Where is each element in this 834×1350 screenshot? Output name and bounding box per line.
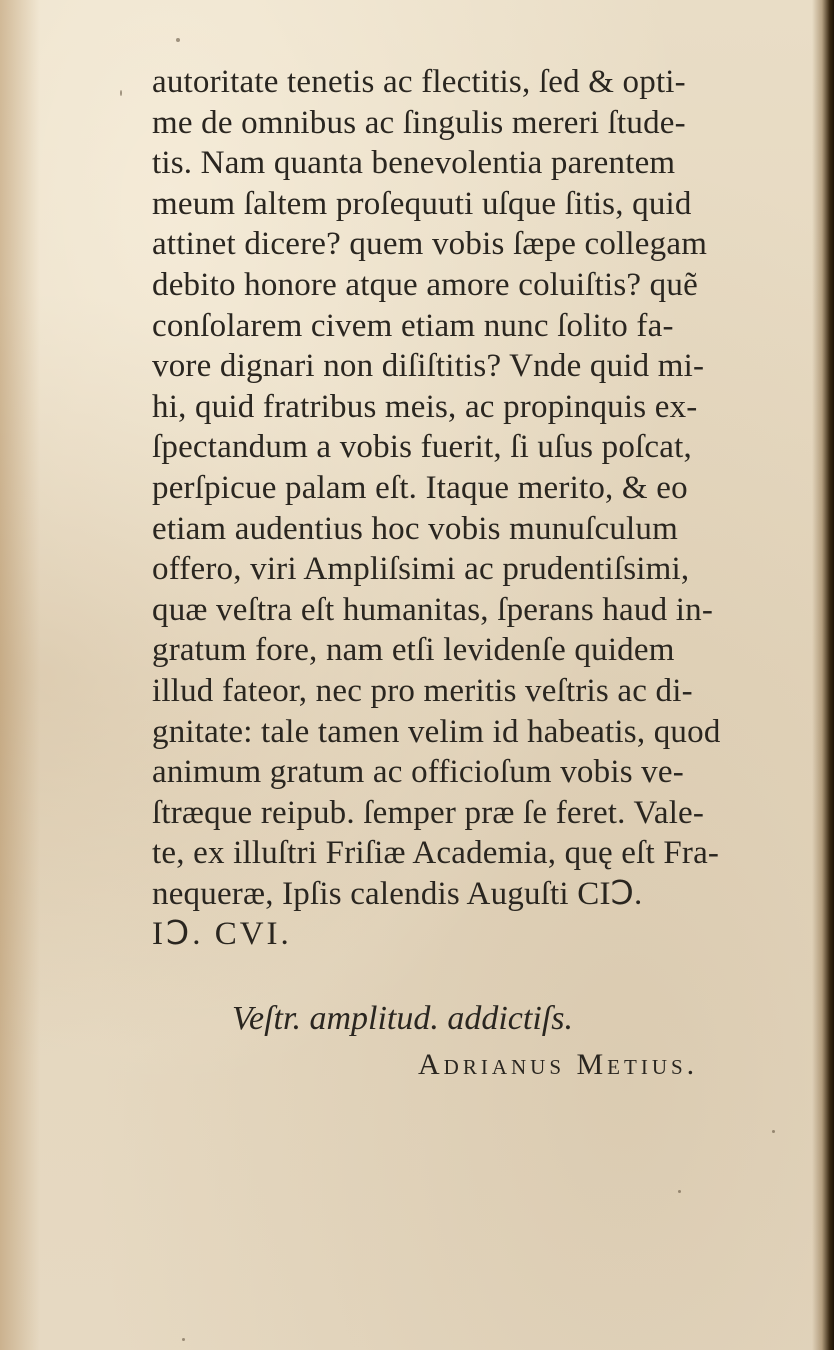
text-line: gratum fore, nam etſi levidenſe quidem	[152, 632, 675, 669]
page-left-shadow	[0, 0, 40, 1350]
page-right-edge	[812, 0, 834, 1350]
text-line: ſpectandum a vobis fuerit, ſi uſus poſcat,	[152, 429, 692, 466]
text-line: vore dignari non diſiſtitis? Vnde quid mi-	[152, 348, 705, 385]
text-line: ſtræque reipub. ſemper præ ſe feret. Vale-	[152, 794, 705, 831]
text-line: debito honore atque amore coluiſtis? quẽ	[152, 266, 698, 303]
text-line: quæ veſtra eſt humanitas, ſperans haud in-	[152, 591, 714, 628]
text-line: perſpicue palam eſt. Itaque merito, & eo	[152, 469, 688, 506]
text-line: me de omnibus ac ſingulis mereri ſtude-	[152, 104, 686, 141]
paper-speck	[176, 38, 180, 42]
paper-speck	[678, 1190, 681, 1193]
text-line: nequeræ, Ipſis calendis Auguſti CIↃ.	[152, 875, 643, 912]
text-line: offero, viri Ampliſsimi ac prudentiſsimi,	[152, 551, 690, 588]
text-line: animum gratum ac officioſum vobis ve-	[152, 754, 684, 791]
closing-salutation: Veſtr. amplitud. addictiſs.	[232, 1000, 573, 1037]
author-signature: Adrianus Metius.	[418, 1048, 699, 1081]
text-line: gnitate: tale tamen velim id habeatis, quod	[152, 713, 721, 750]
letter-body	[152, 62, 792, 955]
paper-speck	[772, 1130, 775, 1133]
text-line: te, ex illuſtri Friſiæ Academia, quę eſt Fra-	[152, 835, 720, 872]
text-line: attinet dicere? quem vobis ſæpe collegam	[152, 226, 708, 263]
text-line: illud fateor, nec pro meritis veſtris ac di-	[152, 672, 693, 709]
text-line: autoritate tenetis ac flectitis, ſed & opti-	[152, 64, 686, 100]
date-line: IↃ. CVI.	[152, 916, 292, 953]
paper-speck	[120, 90, 122, 96]
text-line: meum ſaltem proſequuti uſque ſitis, quid	[152, 185, 692, 222]
text-line: tis. Nam quanta benevolentia parentem	[152, 145, 676, 182]
text-line: hi, quid fratribus meis, ac propinquis ex-	[152, 388, 698, 425]
paper-speck	[182, 1338, 185, 1341]
text-line: etiam audentius hoc vobis munuſculum	[152, 510, 678, 547]
text-line: conſolarem civem etiam nunc ſolito fa-	[152, 307, 674, 344]
